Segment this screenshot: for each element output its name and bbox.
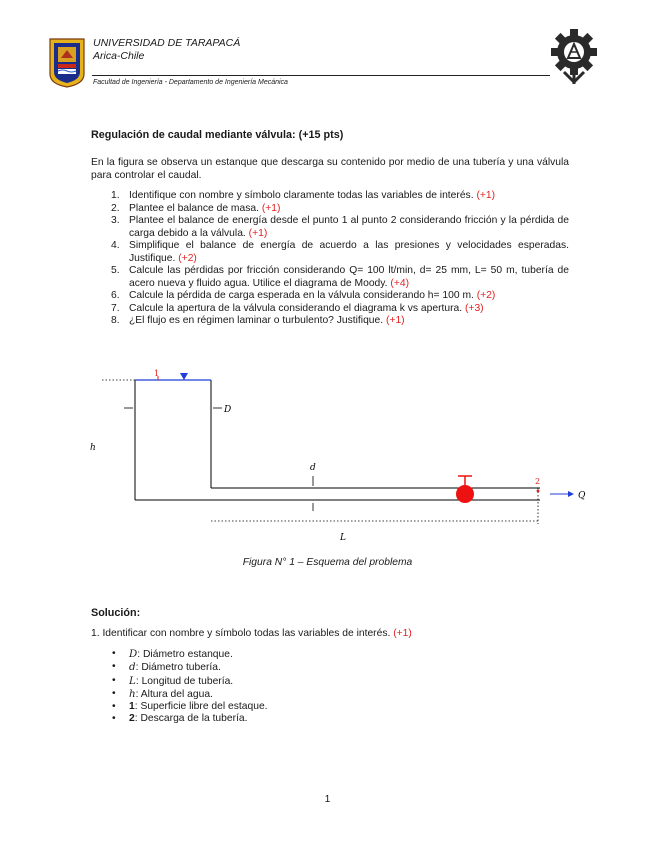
figure-caption: Figura N° 1 – Esquema del problema — [242, 557, 413, 568]
header-divider — [92, 75, 550, 76]
label-D: D — [224, 405, 232, 415]
list-item: 5. Calcule las pérdidas por fricción considerando Q= 100 lt/min, d= 25 mm, L= 50 m, tubería de acero nueva y fluido agua. Utilice el diagrama de Moody. (+4) — [111, 265, 569, 289]
label-point-1: 1 — [154, 369, 160, 378]
university-logo — [49, 38, 85, 88]
label-point-2: 2 — [535, 477, 541, 486]
solution-bullets — [91, 648, 268, 726]
problem-intro: En la figura se observa un estanque que descarga su contenido por medio de una tubería y una válvula para controlar el caudal. — [91, 157, 569, 181]
list-item: 6. Calcule la pérdida de carga esperada en la válvula considerando h= 100 m. (+2) — [111, 290, 496, 301]
label-h: h — [90, 443, 96, 453]
list-item: • 2: Descarga de la tubería. — [91, 713, 268, 725]
department-gear-logo — [550, 28, 598, 86]
problem-list — [91, 190, 569, 328]
problem-title: Regulación de caudal mediante válvula: (+15 pts) — [91, 129, 344, 141]
page-number: 1 — [324, 794, 331, 805]
label-L: L — [340, 533, 346, 543]
point-2-marker — [537, 490, 540, 493]
valve-body — [456, 485, 474, 503]
label-d: d — [310, 463, 316, 473]
faculty-name: Facultad de Ingeniería - Departamento de Ingeniería Mecánica — [93, 79, 288, 86]
list-item: • L: Longitud de tubería. — [91, 675, 268, 688]
list-item: 2. Plantee el balance de masa. (+1) — [111, 202, 281, 214]
list-item: • h: Altura del agua. — [91, 688, 268, 701]
solution-heading: Solución: — [91, 607, 141, 619]
problem-figure — [80, 360, 600, 550]
list-item: 3. Plantee el balance de energía desde el punto 1 al punto 2 considerando fricción y la pérdida de carga debido a la válvula. (+1) — [111, 215, 569, 239]
university-city: Arica-Chile — [93, 50, 145, 62]
list-item: 1. Identifique con nombre y símbolo claramente todas las variables de interés. (+1) — [111, 190, 496, 201]
water-level-marker — [180, 373, 188, 380]
list-item: • D: Diámetro estanque. — [91, 648, 268, 661]
university-name: UNIVERSIDAD DE TARAPACÁ — [93, 37, 241, 49]
list-item: 8. ¿El flujo es en régimen laminar o turbulento? Justifique. (+1) — [111, 315, 405, 326]
list-item: 7. Calcule la apertura de la válvula considerando el diagrama k vs apertura. (+3) — [111, 302, 484, 314]
list-item: • d: Diámetro tubería. — [91, 661, 268, 674]
flow-arrowhead — [568, 491, 574, 497]
list-item: 4. Simplifique el balance de energía de acuerdo a las presiones y velocidades esperadas. Justifique. (+2) — [111, 240, 569, 264]
list-item: • 1: Superficie libre del estaque. — [91, 701, 268, 713]
label-Q: Q — [578, 491, 586, 501]
solution-question: 1. Identificar con nombre y símbolo todas las variables de interés. (+1) — [91, 628, 412, 639]
